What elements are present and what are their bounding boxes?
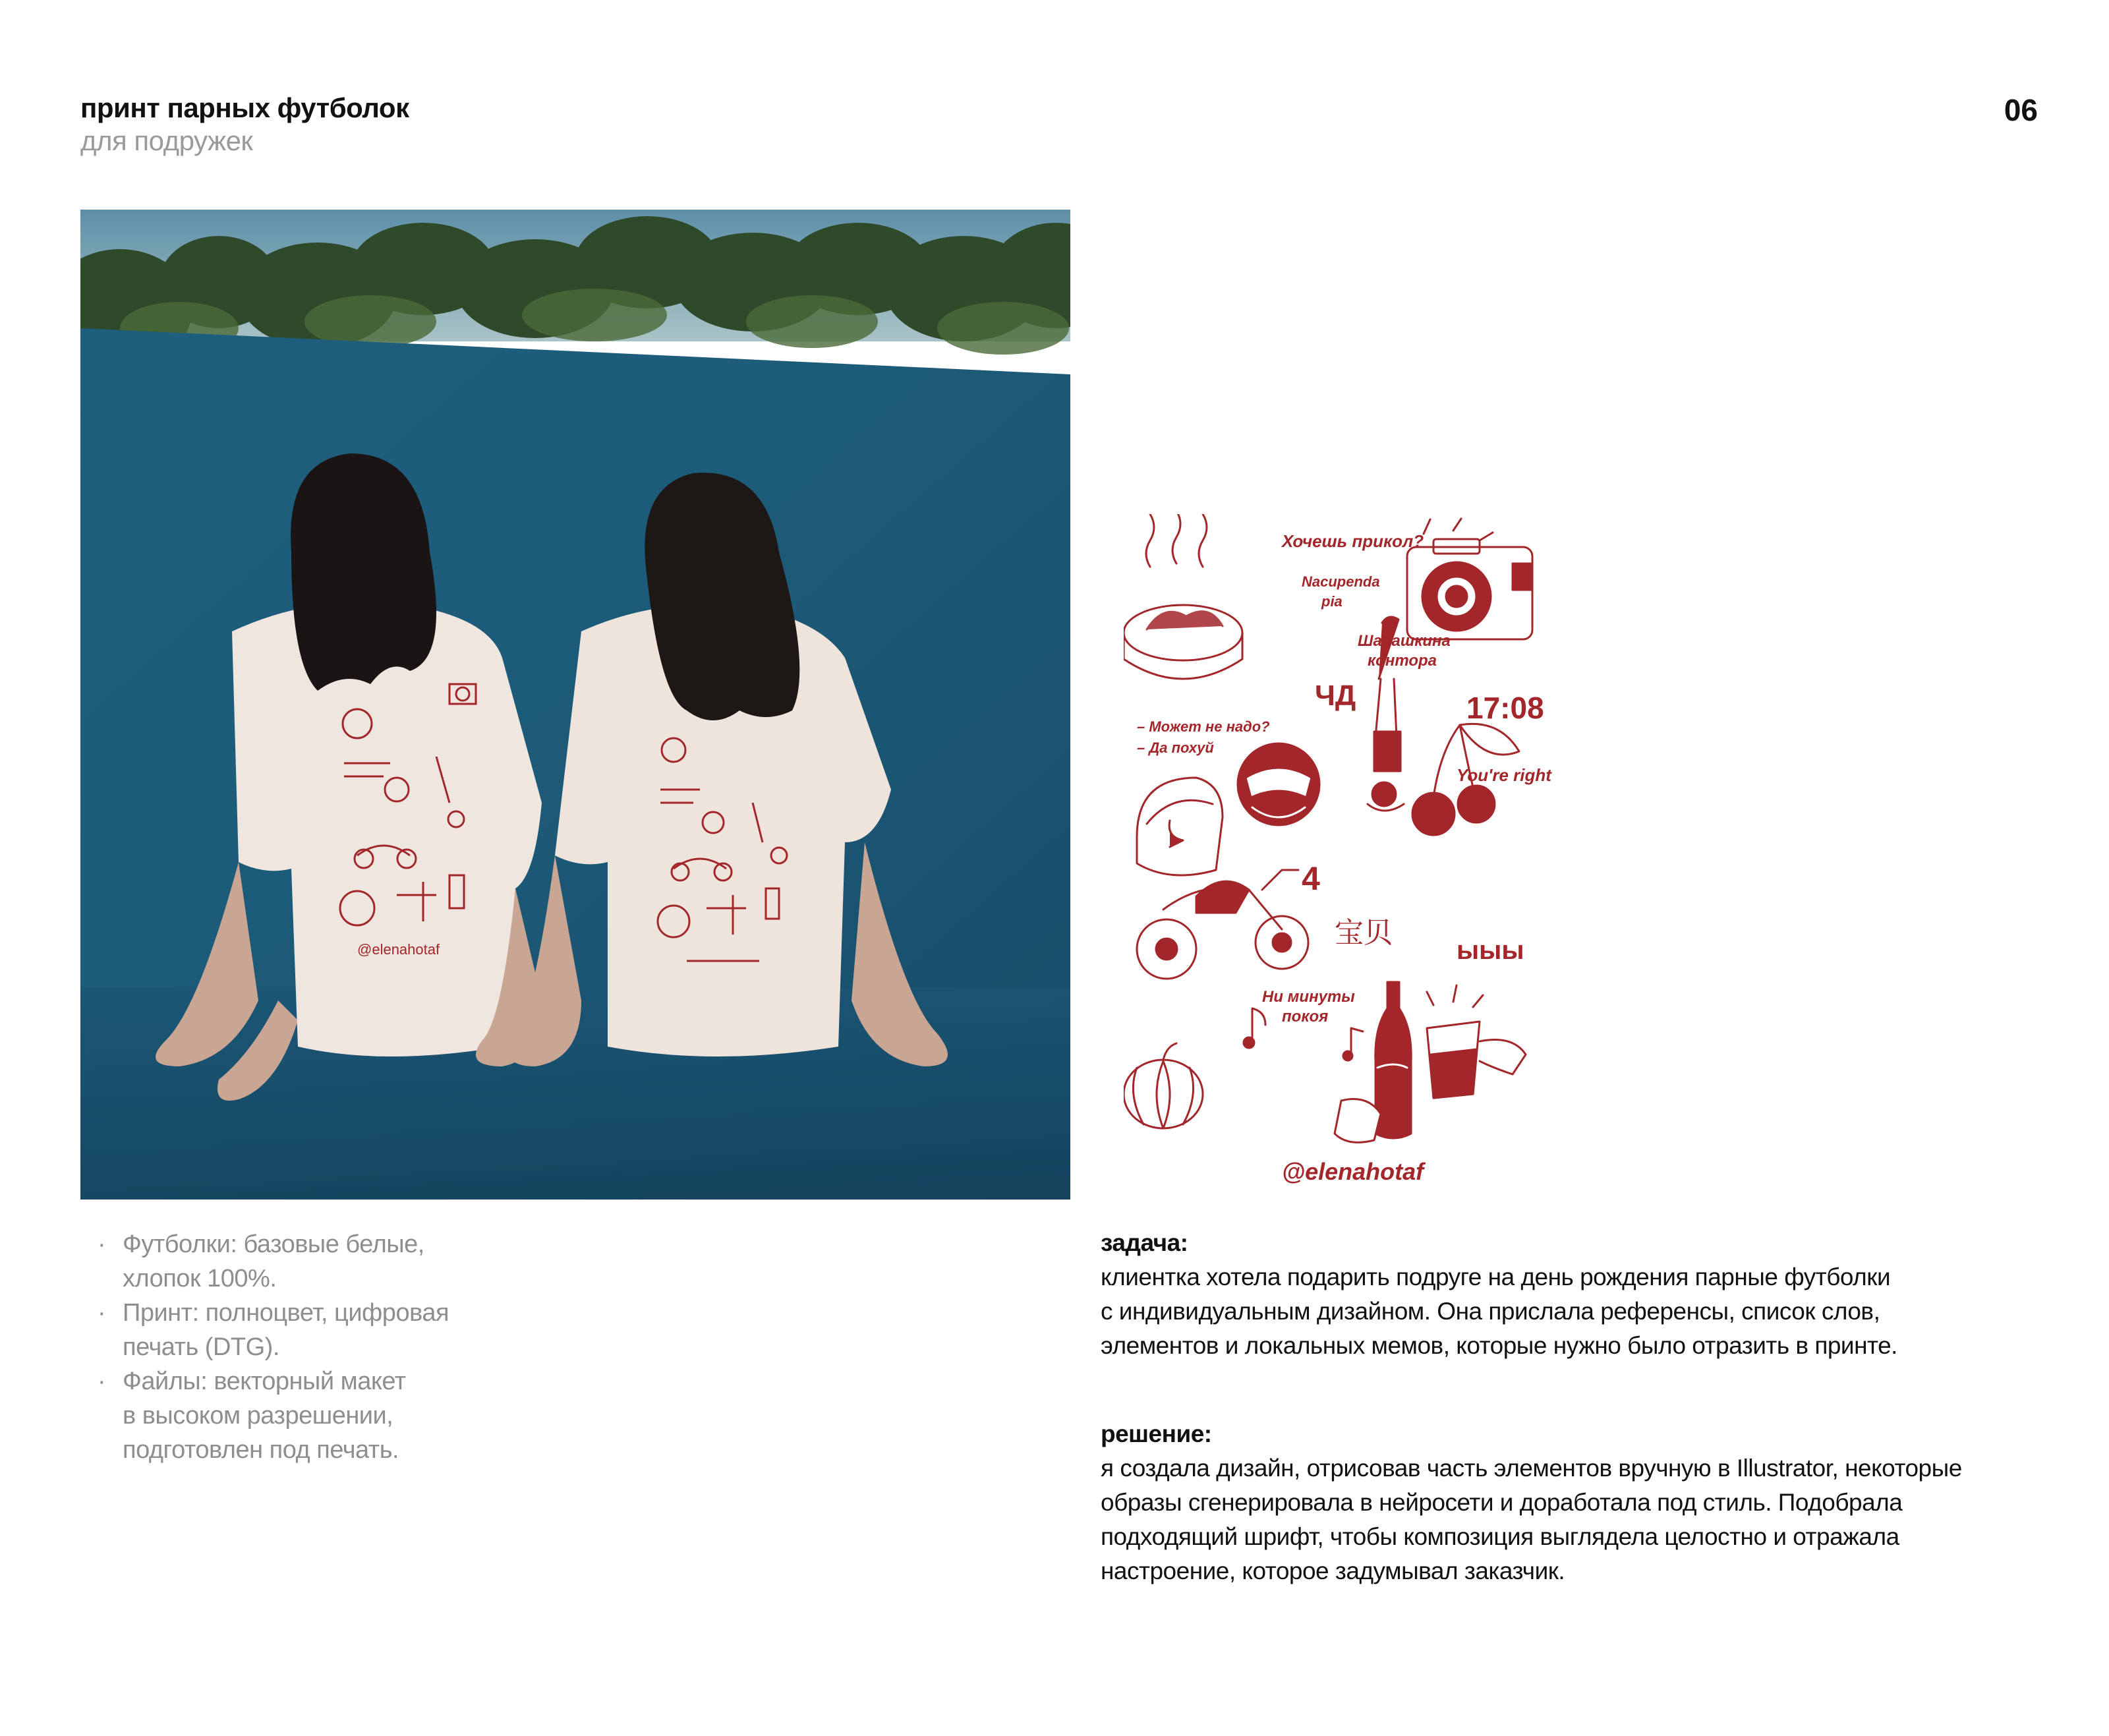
left-shirt-signature: @elenahotaf (357, 941, 440, 958)
solution-line: образы сгенерировала в нейросети и доработала под стиль. Подобрала (1101, 1489, 1903, 1516)
spec-item: · Принт: полноцвет, цифровая печать (DTG). (98, 1296, 519, 1364)
specs-list (98, 1227, 519, 1467)
print-phrase-9: 4 (1302, 860, 1320, 897)
task-line: клиентка хотела подарить подруге на день рождения парные футболки (1101, 1263, 1891, 1290)
solution-line: я создала дизайн, отрисовав часть элементов вручную в Illustrator, некоторые (1101, 1455, 1962, 1482)
print-phrase-11: ыыы (1457, 936, 1524, 965)
pumpkin-icon (1124, 1043, 1203, 1128)
motorcycle-icon (1137, 870, 1308, 979)
print-signature: @elenahotaf (1282, 1158, 1424, 1185)
page-title: принт парных футболок (80, 92, 409, 123)
camera-icon (1407, 519, 1532, 639)
print-phrase-12: Ни минуты (1262, 988, 1355, 1006)
print-phrase-8: You're right (1457, 765, 1551, 785)
helmet-full-icon (1238, 743, 1319, 825)
print-phrase-2b: pia (1321, 593, 1343, 610)
print-phrase-6: – Может не надо? (1137, 718, 1270, 735)
print-phrase-7: – Да похуй (1137, 739, 1214, 756)
solution-line: настроение, которое задумывал заказчик. (1101, 1557, 1565, 1584)
print-artwork (1124, 514, 1598, 1193)
spec-item: · Футболки: базовые белые, хлопок 100%. (98, 1227, 519, 1296)
task-section (1101, 1226, 2050, 1363)
task-heading: задача: (1101, 1229, 1188, 1256)
page-subtitle: для подружек (80, 125, 253, 156)
print-phrase-3b: контора (1368, 652, 1437, 670)
dimsum-steamer-icon (1124, 514, 1242, 679)
spec-item: · Файлы: векторный макет в высоком разрешении, подготовлен под печать. (98, 1364, 519, 1467)
page-number: 06 (2004, 93, 2038, 127)
solution-section (1101, 1417, 2050, 1588)
solution-line: подходящий шрифт, чтобы композиция выглядела целостно и отражала (1101, 1523, 1899, 1550)
print-phrase-3: Шарашкина (1358, 632, 1451, 650)
helmet-open-icon (1137, 778, 1223, 875)
solution-heading: решение: (1101, 1420, 1212, 1447)
print-phrase-4: ЧД (1315, 680, 1356, 712)
print-phrase-2: Nacupenda (1302, 573, 1380, 590)
task-line: с индивидуальным дизайном. Она прислала референсы, список слов, (1101, 1298, 1880, 1325)
print-phrase-10: 宝贝 (1335, 917, 1393, 949)
tshirts-photo (80, 210, 1070, 1200)
print-phrase-5: 17:08 (1466, 691, 1544, 725)
cola-bottle-icon (1335, 982, 1411, 1142)
print-phrase-1: Хочешь прикол? (1282, 531, 1424, 551)
task-line: элементов и локальных мемов, которые нужно было отразить в принте. (1101, 1332, 1897, 1359)
glass-icon (1427, 985, 1526, 1098)
print-phrase-12b: покоя (1282, 1008, 1329, 1026)
